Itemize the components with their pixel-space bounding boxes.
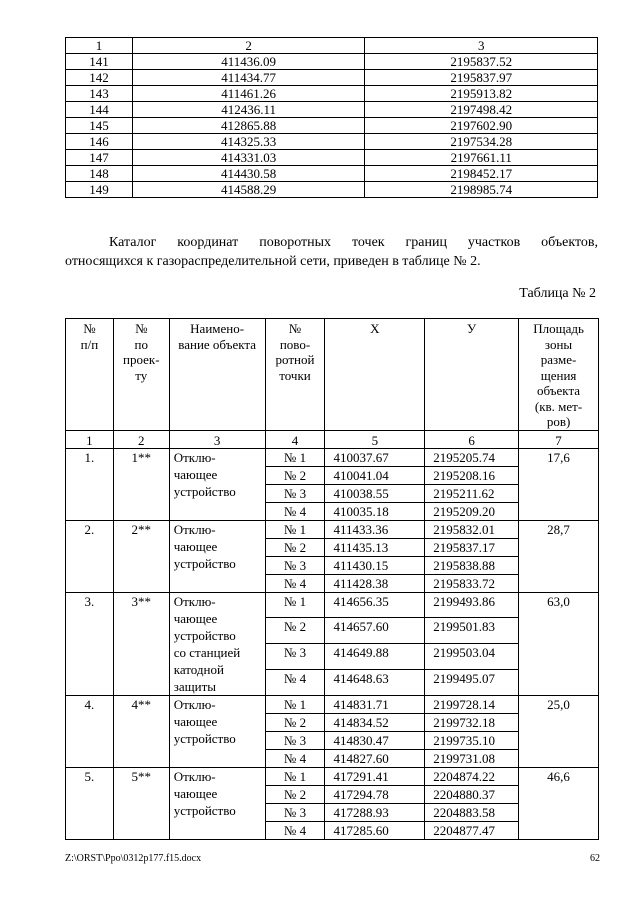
x-coordinate: 417294.78 [325, 785, 425, 803]
object-name-line: устройство [173, 555, 236, 571]
object-name [169, 695, 265, 767]
y-coordinate: 2197534.28 [365, 134, 598, 150]
objects-table-header [66, 319, 599, 449]
column-numbers-row [66, 430, 599, 448]
row-number: 4. [66, 695, 114, 767]
y-coordinate: 2199501.83 [425, 618, 519, 644]
x-coordinate: 414830.47 [325, 731, 425, 749]
y-coordinate: 2198985.74 [365, 182, 598, 198]
object-name-line: Отклю- [173, 521, 216, 537]
zone-area: 46,6 [519, 767, 599, 839]
table-row [66, 150, 598, 166]
point-number: 145 [66, 118, 133, 134]
objects-coordinates-table [65, 318, 599, 840]
header-line: п/п [80, 336, 99, 352]
point-number: 142 [66, 70, 133, 86]
paragraph-line-2: относящихся к газораспределительной сети, приведен в таблице № 2. [65, 254, 481, 269]
turning-point-number: № 1 [265, 520, 325, 538]
x-coordinate: 410037.67 [325, 448, 425, 466]
zone-area: 17,6 [519, 448, 599, 520]
catalog-paragraph [65, 233, 598, 271]
header-line: Наимено- [190, 321, 245, 336]
turning-point-number: № 3 [265, 556, 325, 574]
x-coordinate: 411428.38 [325, 574, 425, 592]
y-coordinate: 2199503.04 [425, 644, 519, 670]
table-row [66, 520, 599, 538]
y-coordinate: 2199732.18 [425, 713, 519, 731]
object-name [169, 592, 265, 695]
object-name-line: катодной [173, 661, 224, 677]
turning-point-number: № 2 [265, 713, 325, 731]
header-line: № [135, 321, 148, 336]
x-coordinate: 411436.09 [132, 54, 365, 70]
table-row [66, 182, 598, 198]
table-row [66, 102, 598, 118]
object-name-line: Отклю- [173, 696, 216, 712]
x-coordinate: 414657.60 [325, 618, 425, 644]
header-cell [66, 319, 114, 431]
project-number: 1** [113, 448, 169, 520]
header-cell [325, 319, 425, 431]
y-coordinate: 2195837.52 [365, 54, 598, 70]
y-coordinate: 2195837.97 [365, 70, 598, 86]
header-line: ров) [546, 414, 571, 429]
column-number: 3 [365, 38, 598, 54]
header-line: разме- [540, 352, 577, 367]
project-number: 4** [113, 695, 169, 767]
column-number: 7 [519, 430, 599, 448]
x-coordinate: 414325.33 [132, 134, 365, 150]
table-row [66, 448, 599, 466]
header-line: Площадь [533, 321, 584, 336]
point-number: 148 [66, 166, 133, 182]
coordinates-table-continued [65, 37, 598, 198]
column-number: 2 [132, 38, 365, 54]
x-coordinate: 411433.36 [325, 520, 425, 538]
y-coordinate: 2195913.82 [365, 86, 598, 102]
turning-point-number: № 2 [265, 466, 325, 484]
header-line: ту [135, 367, 148, 383]
x-coordinate: 414648.63 [325, 669, 425, 695]
x-coordinate: 414331.03 [132, 150, 365, 166]
object-name-line: чающее [173, 785, 218, 801]
x-coordinate: 414649.88 [325, 644, 425, 670]
turning-point-number: № 1 [265, 592, 325, 618]
table-row [66, 767, 599, 785]
y-coordinate: 2199728.14 [425, 695, 519, 713]
x-coordinate: 414831.71 [325, 695, 425, 713]
table-row [66, 70, 598, 86]
header-line: (кв. мет- [534, 398, 583, 414]
project-number: 2** [113, 520, 169, 592]
project-number: 3** [113, 592, 169, 695]
x-coordinate: 412436.11 [132, 102, 365, 118]
y-coordinate: 2204880.37 [425, 785, 519, 803]
y-coordinate: 2199735.10 [425, 731, 519, 749]
object-name-line: защиты [173, 678, 217, 694]
y-coordinate: 2204874.22 [425, 767, 519, 785]
column-number: 1 [66, 430, 114, 448]
object-name [169, 520, 265, 592]
y-coordinate: 2198452.17 [365, 166, 598, 182]
turning-point-number: № 3 [265, 803, 325, 821]
table-row [66, 86, 598, 102]
x-coordinate: 410038.55 [325, 484, 425, 502]
header-line: № [83, 321, 96, 336]
row-number: 3. [66, 592, 114, 695]
y-coordinate: 2197602.90 [365, 118, 598, 134]
header-line: X [370, 321, 380, 336]
y-coordinate: 2204877.47 [425, 821, 519, 839]
column-number: 5 [325, 430, 425, 448]
header-cell [425, 319, 519, 431]
y-coordinate: 2195833.72 [425, 574, 519, 592]
y-coordinate: 2195208.16 [425, 466, 519, 484]
header-cell [113, 319, 169, 431]
table-row [66, 134, 598, 150]
x-coordinate: 411430.15 [325, 556, 425, 574]
x-coordinate: 417288.93 [325, 803, 425, 821]
x-coordinate: 411435.13 [325, 538, 425, 556]
x-coordinate: 414588.29 [132, 182, 365, 198]
footer-file-path: Z:\ORST\Ppo\0312p177.f15.docx [65, 853, 202, 864]
point-number: 143 [66, 86, 133, 102]
turning-point-number: № 2 [265, 538, 325, 556]
turning-point-number: № 1 [265, 767, 325, 785]
x-coordinate: 417291.41 [325, 767, 425, 785]
header-line: точки [279, 367, 311, 383]
column-number: 4 [265, 430, 325, 448]
x-coordinate: 414430.58 [132, 166, 365, 182]
table-row [66, 695, 599, 713]
y-coordinate: 2195211.62 [425, 484, 519, 502]
turning-point-number: № 4 [265, 749, 325, 767]
zone-area: 25,0 [519, 695, 599, 767]
objects-table-body [66, 448, 599, 839]
object-name-line: чающее [173, 538, 218, 554]
row-number: 2. [66, 520, 114, 592]
y-coordinate: 2197498.42 [365, 102, 598, 118]
column-number: 1 [66, 38, 133, 54]
coordinates-table-body [66, 38, 598, 198]
turning-point-number: № 4 [265, 669, 325, 695]
object-name-line: Отклю- [173, 593, 216, 609]
header-line: зоны [544, 336, 573, 352]
x-coordinate: 417285.60 [325, 821, 425, 839]
x-coordinate: 410041.04 [325, 466, 425, 484]
header-line: по [134, 336, 148, 352]
header-line: № [288, 321, 302, 336]
y-coordinate: 2195832.01 [425, 520, 519, 538]
table-header-row [66, 38, 598, 54]
x-coordinate: 414834.52 [325, 713, 425, 731]
table-row [66, 118, 598, 134]
header-line: У [467, 321, 477, 336]
column-number: 2 [113, 430, 169, 448]
header-cell [169, 319, 265, 431]
turning-point-number: № 1 [265, 695, 325, 713]
header-line: объекта [537, 383, 581, 398]
x-coordinate: 410035.18 [325, 502, 425, 520]
object-name-line: Отклю- [173, 449, 216, 465]
table-row [66, 592, 599, 618]
object-name-line: чающее [173, 610, 218, 626]
header-cell [519, 319, 599, 431]
x-coordinate: 412865.88 [132, 118, 365, 134]
y-coordinate: 2204883.58 [425, 803, 519, 821]
object-name [169, 448, 265, 520]
point-number: 146 [66, 134, 133, 150]
turning-point-number: № 4 [265, 821, 325, 839]
x-coordinate: 411461.26 [132, 86, 365, 102]
column-number: 6 [425, 430, 519, 448]
header-cell [265, 319, 325, 431]
turning-point-number: № 3 [265, 484, 325, 502]
y-coordinate: 2199495.07 [425, 669, 519, 695]
zone-area: 28,7 [519, 520, 599, 592]
x-coordinate: 414656.35 [325, 592, 425, 618]
x-coordinate: 414827.60 [325, 749, 425, 767]
point-number: 141 [66, 54, 133, 70]
header-line: ротной [275, 352, 315, 367]
object-name-line: устройство [173, 802, 236, 818]
object-name-line: чающее [173, 466, 218, 482]
paragraph-line-1: Каталог координат поворотных точек границ участков объектов, [109, 235, 598, 250]
row-number: 5. [66, 767, 114, 839]
object-name-line: устройство [173, 627, 236, 643]
turning-point-number: № 3 [265, 731, 325, 749]
header-line: проек- [123, 352, 160, 367]
turning-point-number: № 4 [265, 574, 325, 592]
object-name-line: со станцией [173, 644, 241, 660]
table-row [66, 54, 598, 70]
y-coordinate: 2195837.17 [425, 538, 519, 556]
object-name-line: устройство [173, 730, 236, 746]
point-number: 147 [66, 150, 133, 166]
object-name-line: устройство [173, 483, 236, 499]
y-coordinate: 2199493.86 [425, 592, 519, 618]
y-coordinate: 2195838.88 [425, 556, 519, 574]
table-caption: Таблица № 2 [519, 286, 596, 301]
header-row [66, 319, 599, 431]
header-line: щения [540, 367, 577, 383]
object-name-line: Отклю- [173, 768, 216, 784]
y-coordinate: 2199731.08 [425, 749, 519, 767]
header-line: вание объекта [178, 336, 256, 352]
y-coordinate: 2195205.74 [425, 448, 519, 466]
turning-point-number: № 3 [265, 644, 325, 670]
x-coordinate: 411434.77 [132, 70, 365, 86]
header-line: пово- [279, 336, 311, 352]
column-number: 3 [169, 430, 265, 448]
point-number: 149 [66, 182, 133, 198]
table-row [66, 166, 598, 182]
project-number: 5** [113, 767, 169, 839]
object-name [169, 767, 265, 839]
turning-point-number: № 2 [265, 785, 325, 803]
turning-point-number: № 2 [265, 618, 325, 644]
object-name-line: чающее [173, 713, 218, 729]
turning-point-number: № 1 [265, 448, 325, 466]
y-coordinate: 2197661.11 [365, 150, 598, 166]
turning-point-number: № 4 [265, 502, 325, 520]
zone-area: 63,0 [519, 592, 599, 695]
row-number: 1. [66, 448, 114, 520]
footer-page-number: 62 [590, 853, 600, 864]
y-coordinate: 2195209.20 [425, 502, 519, 520]
point-number: 144 [66, 102, 133, 118]
